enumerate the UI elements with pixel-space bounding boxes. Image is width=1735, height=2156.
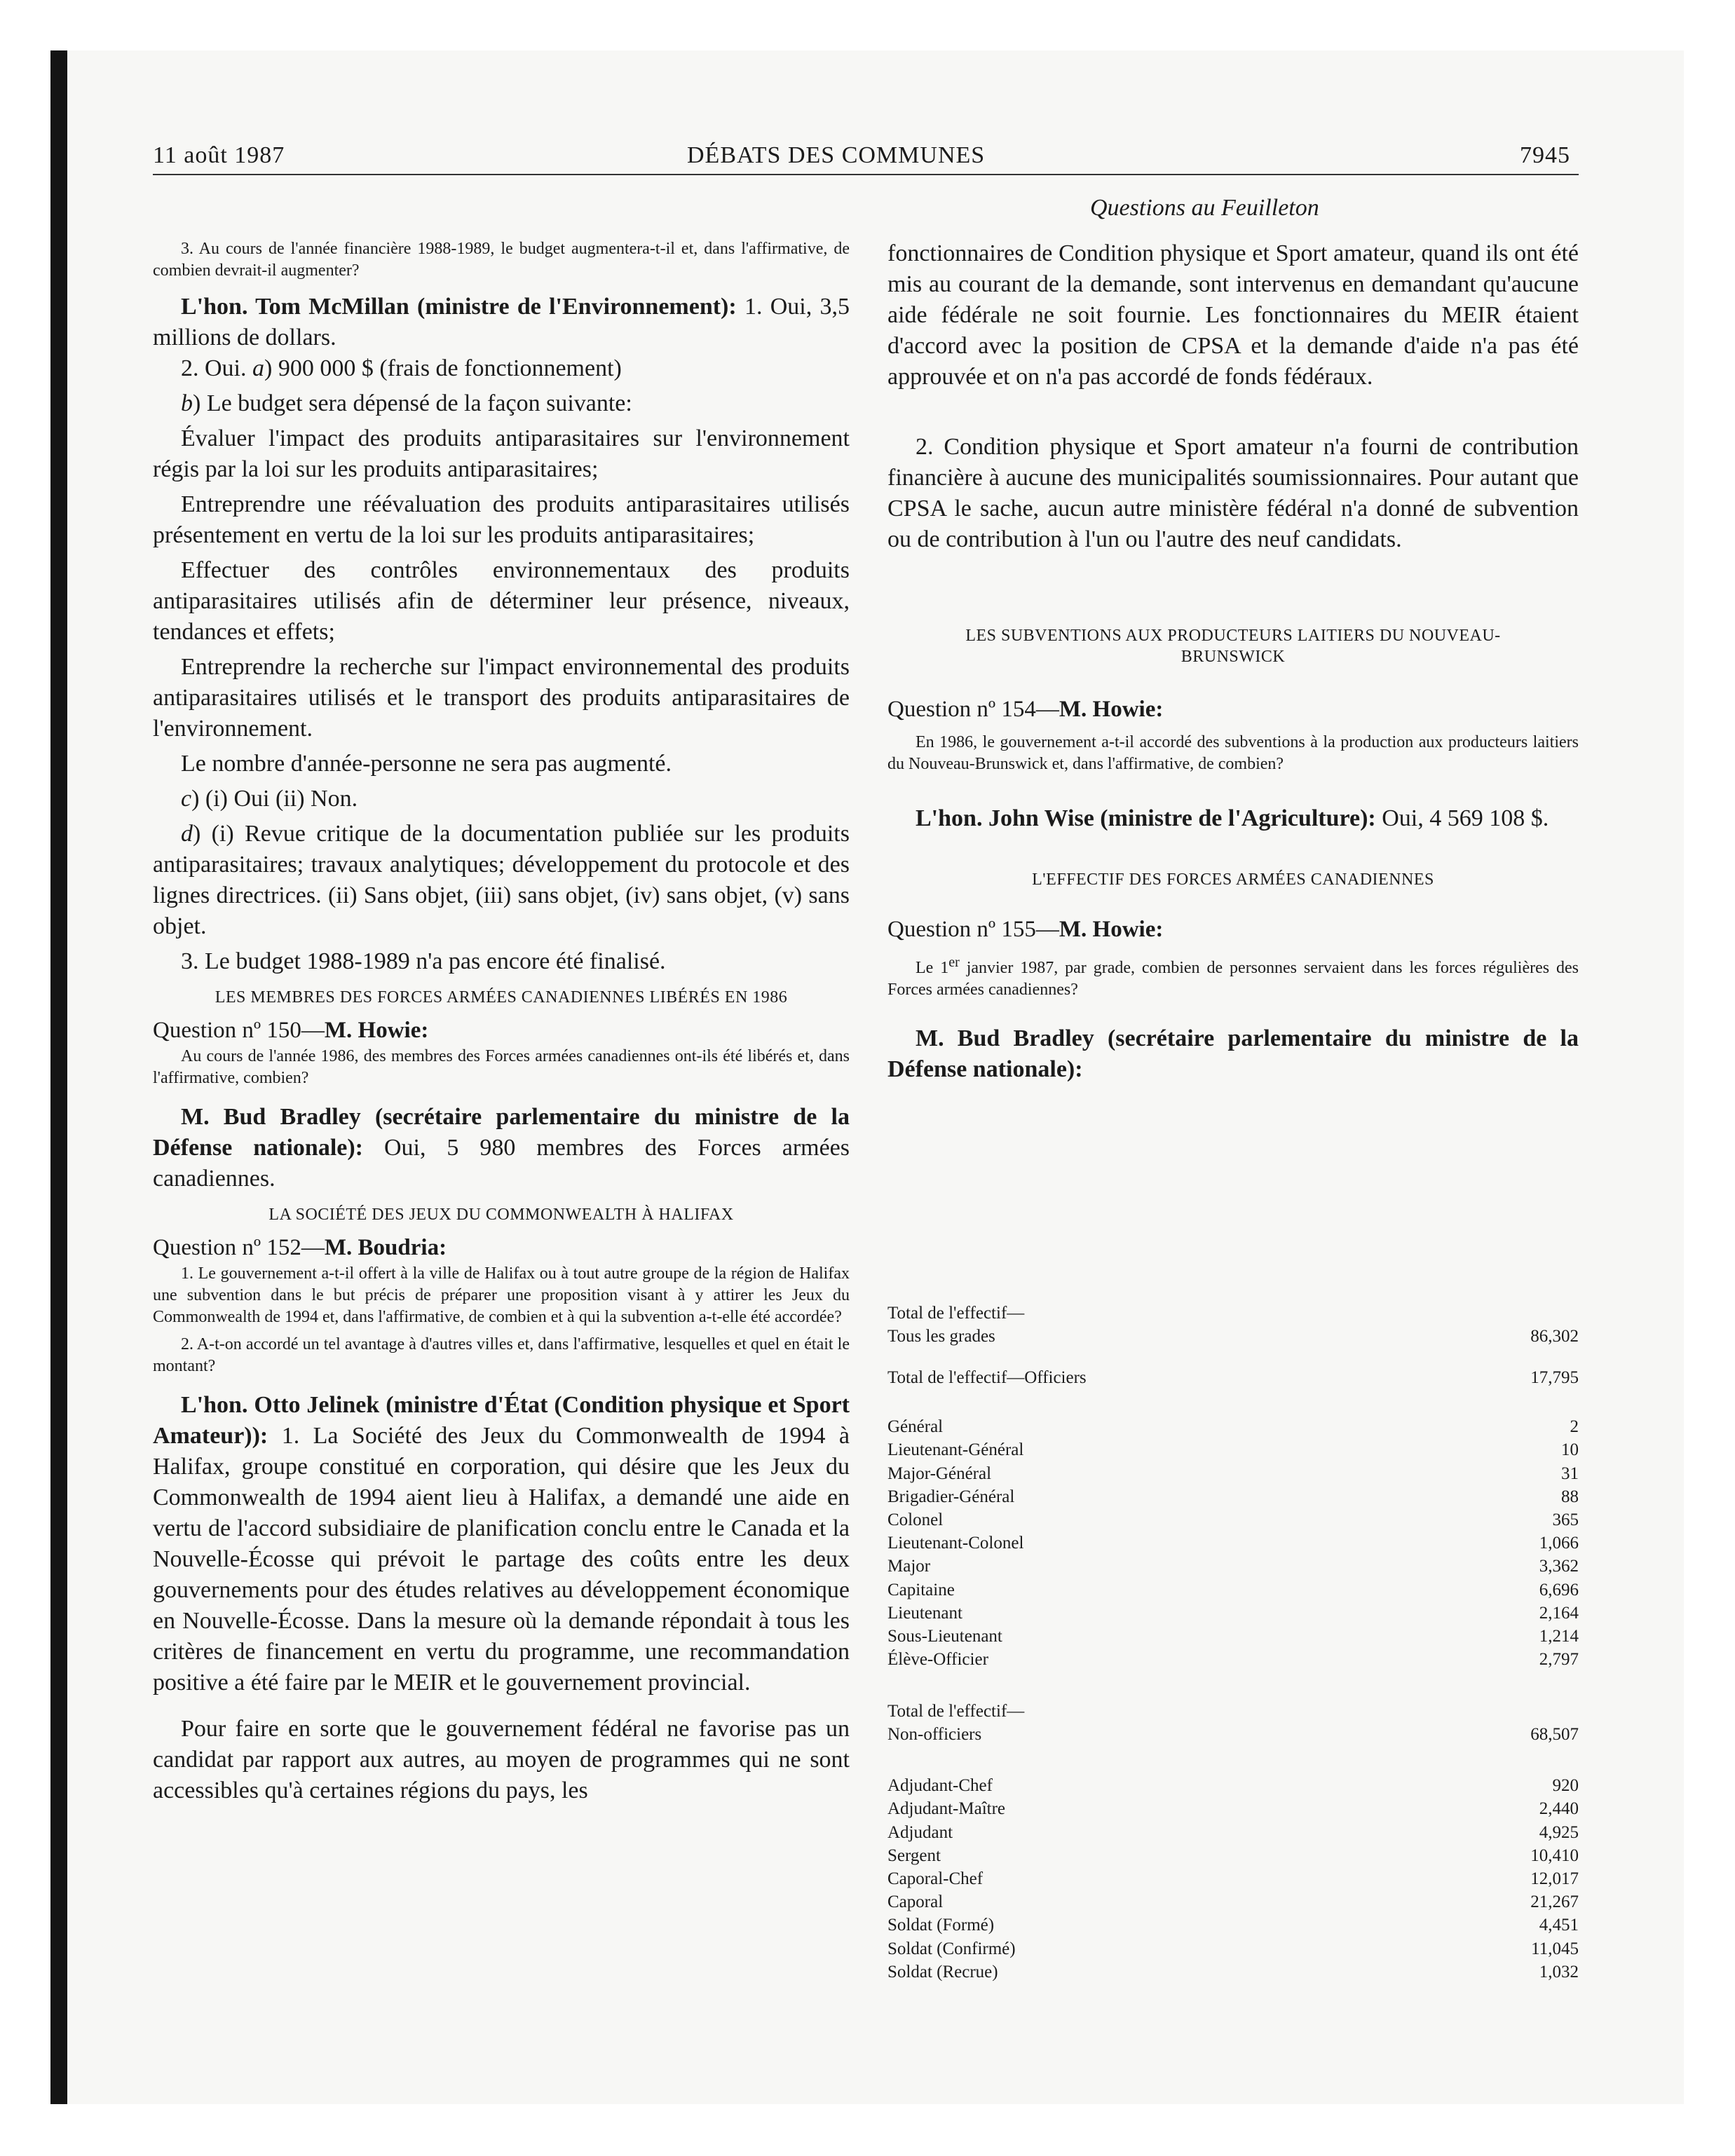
rank-count: 4,451 [1539, 1916, 1579, 1935]
jelinek-answer [153, 1390, 850, 1698]
table-row [887, 1414, 1579, 1437]
rank-label: Brigadier-Général [887, 1487, 1015, 1506]
table-row [887, 1889, 1579, 1912]
para-nombre: Le nombre d'année-personne ne sera pas augmenté. [181, 751, 672, 777]
section-heading-152: LA SOCIÉTÉ DES JEUX DU COMMONWEALTH À HALIFAX [268, 1206, 734, 1224]
question-154-text: En 1986, le gouvernement a-t-il accordé des subventions à la production aux producteurs laitiers du Nouveau-Brunswick et, dans l'affirmative, de combien? [887, 733, 1579, 773]
rank-label: Élève-Officier [887, 1650, 988, 1670]
question-number: Question nº 154— [887, 697, 1059, 722]
rank-label: Adjudant-Chef [887, 1776, 993, 1796]
section-heading-155: L'EFFECTIF DES FORCES ARMÉES CANADIENNES [1032, 871, 1434, 889]
rank-label: Tous les grades [887, 1327, 995, 1346]
question-member: M. Boudria: [324, 1235, 447, 1260]
question-3-text: 3. Au cours de l'année financière 1988-1989, le budget augmentera-t-il et, dans l'affirmative, de combien devrait-il augmenter? [153, 240, 850, 280]
table-row [887, 1721, 1579, 1745]
question-154-heading [887, 694, 1579, 725]
para-evaluer: Évaluer l'impact des produits antiparasitaires sur l'environnement régis par la loi sur les produits antiparasitaires; [153, 425, 850, 482]
rank-label: Soldat (Confirmé) [887, 1939, 1016, 1958]
table-nco-total [887, 1698, 1579, 1745]
rank-count: 2 [1570, 1417, 1579, 1437]
table-row [887, 1365, 1579, 1388]
rank-count: 10 [1561, 1440, 1579, 1460]
section-heading-154: LES SUBVENTIONS AUX PRODUCTEURS LAITIERS DU NOUVEAU-BRUNSWICK [965, 627, 1501, 666]
rank-count: 17,795 [1530, 1368, 1579, 1387]
question-155-text [887, 952, 1579, 1001]
question-150-text: Au cours de l'année 1986, des membres des Forces armées canadiennes ont-ils été libérés et, dans l'affirmative, combien? [153, 1047, 850, 1087]
table-officers-total [887, 1365, 1579, 1388]
table-row [887, 1600, 1579, 1623]
question-member: M. Howie: [324, 1018, 429, 1043]
rank-label: Caporal [887, 1892, 944, 1912]
rank-count: 920 [1552, 1776, 1579, 1796]
question-150-heading [153, 1015, 850, 1046]
speaker-wise: L'hon. John Wise (ministre de l'Agriculture): [916, 805, 1376, 831]
answer-d [153, 819, 850, 942]
right-column [887, 238, 1579, 1085]
answer-c-text: ) (i) Oui (ii) Non. [191, 786, 358, 812]
question-number: Question nº 152— [153, 1235, 325, 1260]
answer-2-intro: 2. Oui. [181, 355, 252, 381]
table-row [887, 1530, 1579, 1553]
rank-count: 12,017 [1530, 1869, 1579, 1888]
speaker-bradley: M. Bud Bradley (secrétaire parlementaire du ministre de la Défense nationale): [153, 1104, 850, 1161]
question-152-text-1: 1. Le gouvernement a-t-il offert à la ville de Halifax ou à tout autre groupe de la région de Halifax une subvention dans le but précis de préparer une proposition visant à y attirer les Jeux du Commonwealth de 1994 et, dans l'affirmative, de combien et à qui la subvention a-t-elle été accordée? [153, 1264, 850, 1326]
table-all-grades [887, 1300, 1579, 1346]
speaker-bradley: M. Bud Bradley (secrétaire parlementaire du ministre de la Défense nationale): [887, 1025, 1579, 1082]
header-rule [153, 174, 1579, 175]
running-title: Questions au Feuilleton [1090, 195, 1319, 221]
answer-2a [153, 353, 850, 384]
table-row [887, 1819, 1579, 1842]
rank-count: 11,045 [1531, 1939, 1579, 1958]
answer-text: 1. La Société des Jeux du Commonwealth de 1994 à Halifax, groupe constitué en corporation, qui désire que les Jeux du Commonwealth de 1994 aient lieu à Halifax, a demandé une aide en vertu de l'accord subsidiaire de planification conclu entre le Canada et la Nouvelle-Écosse qui prévoit le partage des coûts entre les deux gouvernements pour des études relatives au développement économique en Nouvelle-Écosse. Dans la mesure où la demande répondait à tous les critères de financement en vertu du programme, une recommandation positive a été faire par le MEIR et le gouvernement provincial. [153, 1423, 850, 1696]
rank-label: Adjudant-Maître [887, 1799, 1006, 1819]
table-row [887, 1623, 1579, 1646]
rank-count: 21,267 [1530, 1892, 1579, 1912]
table-row [887, 1437, 1579, 1460]
item-letter-d: d [181, 821, 193, 847]
table-row [887, 1553, 1579, 1576]
rank-label: Général [887, 1417, 944, 1437]
rank-count [1399, 1698, 1579, 1721]
question-155-heading [887, 914, 1579, 945]
answer-3: 3. Le budget 1988-1989 n'a pas encore été finalisé. [181, 948, 666, 974]
table-row [887, 1300, 1579, 1323]
rank-label: Caporal-Chef [887, 1869, 984, 1888]
para-recherche: Entreprendre la recherche sur l'impact environnemental des produits antiparasitaires utilisés et le transport des produits antiparasitaires de l'environnement. [153, 654, 850, 742]
answer-text: Oui, 5 980 membres des Forces armées canadiennes. [153, 1135, 850, 1192]
rank-label: Non-officiers [887, 1725, 982, 1744]
item-letter-c: c [181, 786, 192, 812]
rank-count: 1,214 [1539, 1626, 1579, 1646]
speaker-jelinek: L'hon. Otto Jelinek (ministre d'État (Condition physique et Sport Amateur)): [153, 1392, 850, 1449]
table-row [887, 1507, 1579, 1530]
rank-label: Lieutenant [887, 1603, 962, 1623]
rank-label: Lieutenant-Général [887, 1440, 1024, 1460]
answer-d-text: ) (i) Revue critique de la documentation publiée sur les produits antiparasitaires; travaux analytiques; développement du protocole et des lignes directrices. (ii) Sans objet, (iii) sans objet, (iv) sans objet, (v) sans objet. [153, 821, 850, 939]
table-row [887, 1323, 1579, 1346]
rank-label: Soldat (Formé) [887, 1916, 995, 1935]
rank-count: 2,164 [1539, 1603, 1579, 1623]
answer-c [153, 784, 850, 814]
header-title: DÉBATS DES COMMUNES [687, 142, 986, 168]
scan-binding-edge [50, 50, 67, 2104]
rank-count: 2,797 [1539, 1650, 1579, 1670]
q155-text-start: Le 1 [916, 959, 949, 977]
table-row [887, 1698, 1579, 1721]
table-row [887, 1866, 1579, 1889]
question-member: M. Howie: [1059, 917, 1164, 942]
table-row [887, 1484, 1579, 1507]
q155-text-end: janvier 1987, par grade, combien de personnes servaient dans les forces régulières des Forces armées canadiennes? [887, 959, 1579, 999]
rank-count: 31 [1561, 1464, 1579, 1483]
continued-text: fonctionnaires de Condition physique et Sport amateur, quand ils ont été mis au courant de la demande, sont intervenus en demandant qu'aucune aide fédérale ne soit fournie. Les fonctionnaires du MEIR étaient d'accord avec la position de CPSA et la demande d'aide n'a pas été approuvée et on n'a pas accordé de fonds fédéraux. [887, 240, 1579, 390]
question-152-text-2: 2. A-t-on accordé un tel avantage à d'autres villes et, dans l'affirmative, lesquelles et quel en était le montant? [153, 1335, 850, 1375]
rank-count: 10,410 [1530, 1845, 1579, 1865]
table-row [887, 1773, 1579, 1796]
wise-answer [887, 803, 1579, 834]
para-controles: Effectuer des contrôles environnementaux des produits antiparasitaires utilisés afin de déterminer leur présence, niveaux, tendances et effets; [153, 557, 850, 645]
question-number: Question nº 150— [153, 1018, 325, 1043]
rank-label: Adjudant [887, 1822, 953, 1842]
rank-count: 1,066 [1539, 1534, 1579, 1553]
q155-superscript: er [948, 955, 960, 970]
rank-count: 68,507 [1530, 1725, 1579, 1744]
rank-label: Total de l'effectif— [887, 1702, 1025, 1721]
rank-label: Total de l'effectif— [887, 1304, 1025, 1323]
rank-label: Soldat (Recrue) [887, 1962, 998, 1981]
table-row [887, 1912, 1579, 1935]
para-pour-faire: Pour faire en sorte que le gouvernement fédéral ne favorise pas un candidat par rapport aux autres, au moyen de programmes qui ne sont accessibles qu'à certaines régions du pays, les [153, 1716, 850, 1803]
rank-count: 86,302 [1530, 1327, 1579, 1346]
bradley-150-answer [153, 1102, 850, 1194]
table-row [887, 1576, 1579, 1599]
header-page-number: 7945 [1520, 142, 1570, 168]
answer-2-condition: 2. Condition physique et Sport amateur n'a fourni de contribution financière à aucune des municipalités soumissionnaires. Pour autant que CPSA le sache, aucun autre ministère fédéral n'a donné de subvention ou de contribution à l'un ou l'autre des neuf candidats. [887, 434, 1579, 552]
table-officers [887, 1414, 1579, 1670]
question-member: M. Howie: [1059, 697, 1164, 722]
table-nco [887, 1773, 1579, 1982]
answer-text: Oui, 4 569 108 $. [1375, 805, 1549, 831]
question-number: Question nº 155— [887, 917, 1059, 942]
rank-label: Lieutenant-Colonel [887, 1534, 1024, 1553]
left-column [153, 238, 850, 1806]
rank-count: 3,362 [1539, 1557, 1579, 1576]
rank-label: Sergent [887, 1845, 941, 1865]
rank-count: 365 [1552, 1510, 1579, 1529]
answer-2a-text: ) 900 000 $ (frais de fonctionnement) [264, 355, 622, 381]
table-row [887, 1843, 1579, 1866]
rank-count: 4,925 [1539, 1822, 1579, 1842]
header-date: 11 août 1987 [153, 142, 285, 168]
bradley-155-heading [887, 1023, 1579, 1085]
item-letter-a: a [252, 355, 264, 381]
table-row [887, 1646, 1579, 1670]
table-row [887, 1796, 1579, 1819]
table-row [887, 1460, 1579, 1483]
rank-label: Colonel [887, 1510, 944, 1529]
table-row [887, 1959, 1579, 1982]
question-152-heading [153, 1232, 850, 1263]
answer-2b-text: ) Le budget sera dépensé de la façon suivante: [193, 390, 632, 416]
rank-count [1399, 1300, 1579, 1323]
rank-count: 88 [1561, 1487, 1579, 1506]
answer-1-text: 1. Oui, 3,5 millions de dollars. [153, 294, 850, 350]
mcmillan-answer [153, 292, 850, 353]
table-row [887, 1935, 1579, 1958]
speaker-mcmillan: L'hon. Tom McMillan (ministre de l'Environnement): [181, 294, 737, 320]
rank-label: Major-Général [887, 1464, 992, 1483]
para-reevaluation: Entreprendre une réévaluation des produits antiparasitaires utilisés présentement en vertu de la loi sur les produits antiparasitaires; [153, 491, 850, 548]
section-heading-150: LES MEMBRES DES FORCES ARMÉES CANADIENNES LIBÉRÉS EN 1986 [215, 988, 788, 1007]
rank-label: Capitaine [887, 1580, 955, 1599]
rank-count: 2,440 [1539, 1799, 1579, 1819]
rank-count: 1,032 [1539, 1962, 1579, 1981]
rank-count: 6,696 [1539, 1580, 1579, 1599]
rank-label: Major [887, 1557, 931, 1576]
rank-label: Total de l'effectif—Officiers [887, 1368, 1087, 1387]
item-letter-b: b [181, 390, 193, 416]
rank-label: Sous-Lieutenant [887, 1626, 1002, 1646]
answer-2b [153, 388, 850, 419]
